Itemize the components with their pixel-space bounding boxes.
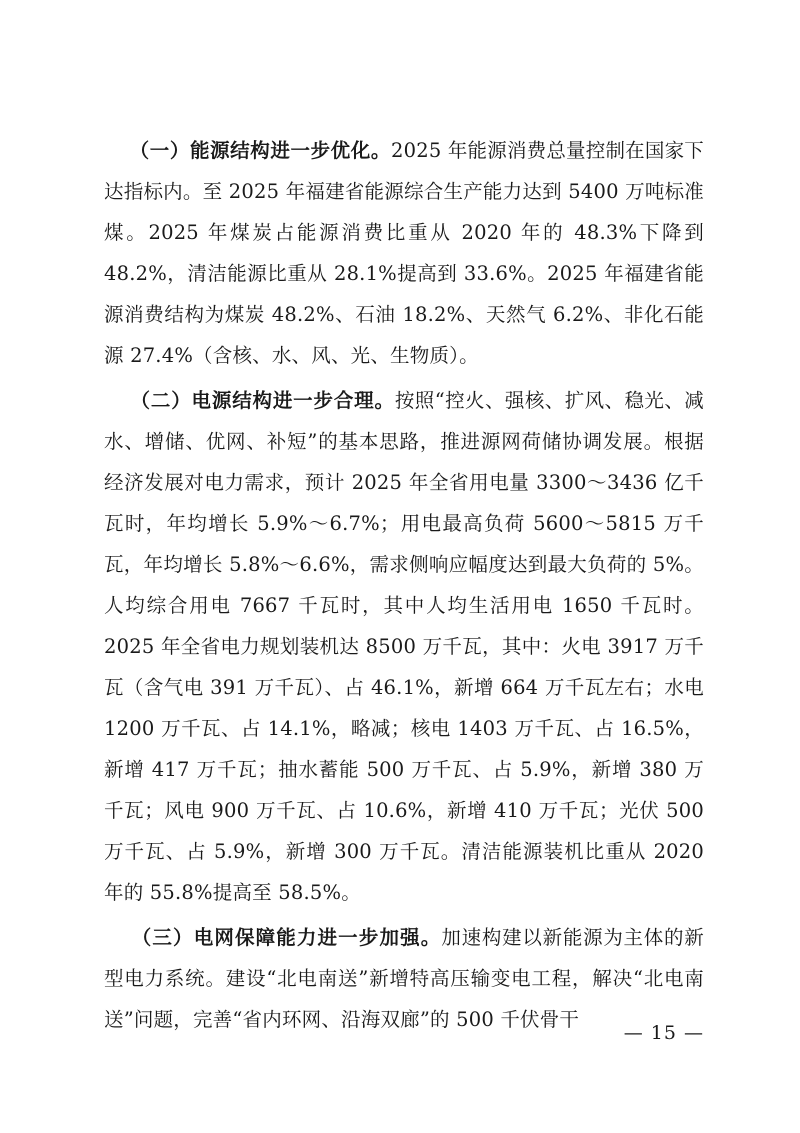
paragraph-1-heading: （一）能源结构进一步优化。 — [129, 139, 391, 162]
paragraph-1 — [104, 130, 704, 376]
paragraph-2-body: 按照“控火、强核、扩风、稳光、减水、增储、优网、补短”的基本思路，推进源网荷储协调发展。根据经济发展对电力需求，预计 2025 年全省用电量 3300～3436 亿千瓦时，年均增长 5.9%～6.7%；用电最高负荷 5600～5815 万千瓦，年均增长 5.8%～6.6%，需求侧响应幅度达到最大负荷的 5%。人均综合用电 7667 千瓦时，其中人均生活用电 1650 千瓦时。2025 年全省电力规划装机达 8500 万千瓦，其中：火电 3917 万千瓦（含气电 391 万千瓦）、占 46.1%，新增 664 万千瓦左右；水电 1200 万千瓦、占 14.1%，略减；核电 1403 万千瓦、占 16.5%，新增 417 万千瓦；抽水蓄能 500 万千瓦、占 5.9%，新增 380 万千瓦；风电 900 万千瓦、占 10.6%，新增 410 万千瓦；光伏 500 万千瓦、占 5.9%，新增 300 万千瓦。清洁能源装机比重从 2020 年的 55.8%提高至 58.5%。 — [104, 389, 704, 904]
page-body — [104, 130, 704, 1044]
paragraph-2-heading: （二）电源结构进一步合理。 — [130, 389, 395, 412]
paragraph-1-body: 2025 年能源消费总量控制在国家下达指标内。至 2025 年福建省能源综合生产能力达到 5400 万吨标准煤。2025 年煤炭占能源消费比重从 2020 年的 48.3%下降到 48.2%，清洁能源比重从 28.1%提高到 33.6%。2025 年福建省能源消费结构为煤炭 48.2%、石油 18.2%、天然气 6.2%、非化石能源 27.4%（含核、水、风、光、生物质）。 — [104, 139, 704, 367]
paragraph-3-heading: （三）电网保障能力进一步加强。 — [131, 926, 442, 949]
paragraph-2 — [104, 380, 704, 913]
page-number: — 15 — — [623, 1022, 704, 1044]
paragraph-3-body: 加速构建以新能源为主体的新型电力系统。建设“北电南送”新增特高压输变电工程，解决“北电南送”问题，完善“省内环网、沿海双廊”的 500 千伏骨干 — [104, 926, 704, 1031]
